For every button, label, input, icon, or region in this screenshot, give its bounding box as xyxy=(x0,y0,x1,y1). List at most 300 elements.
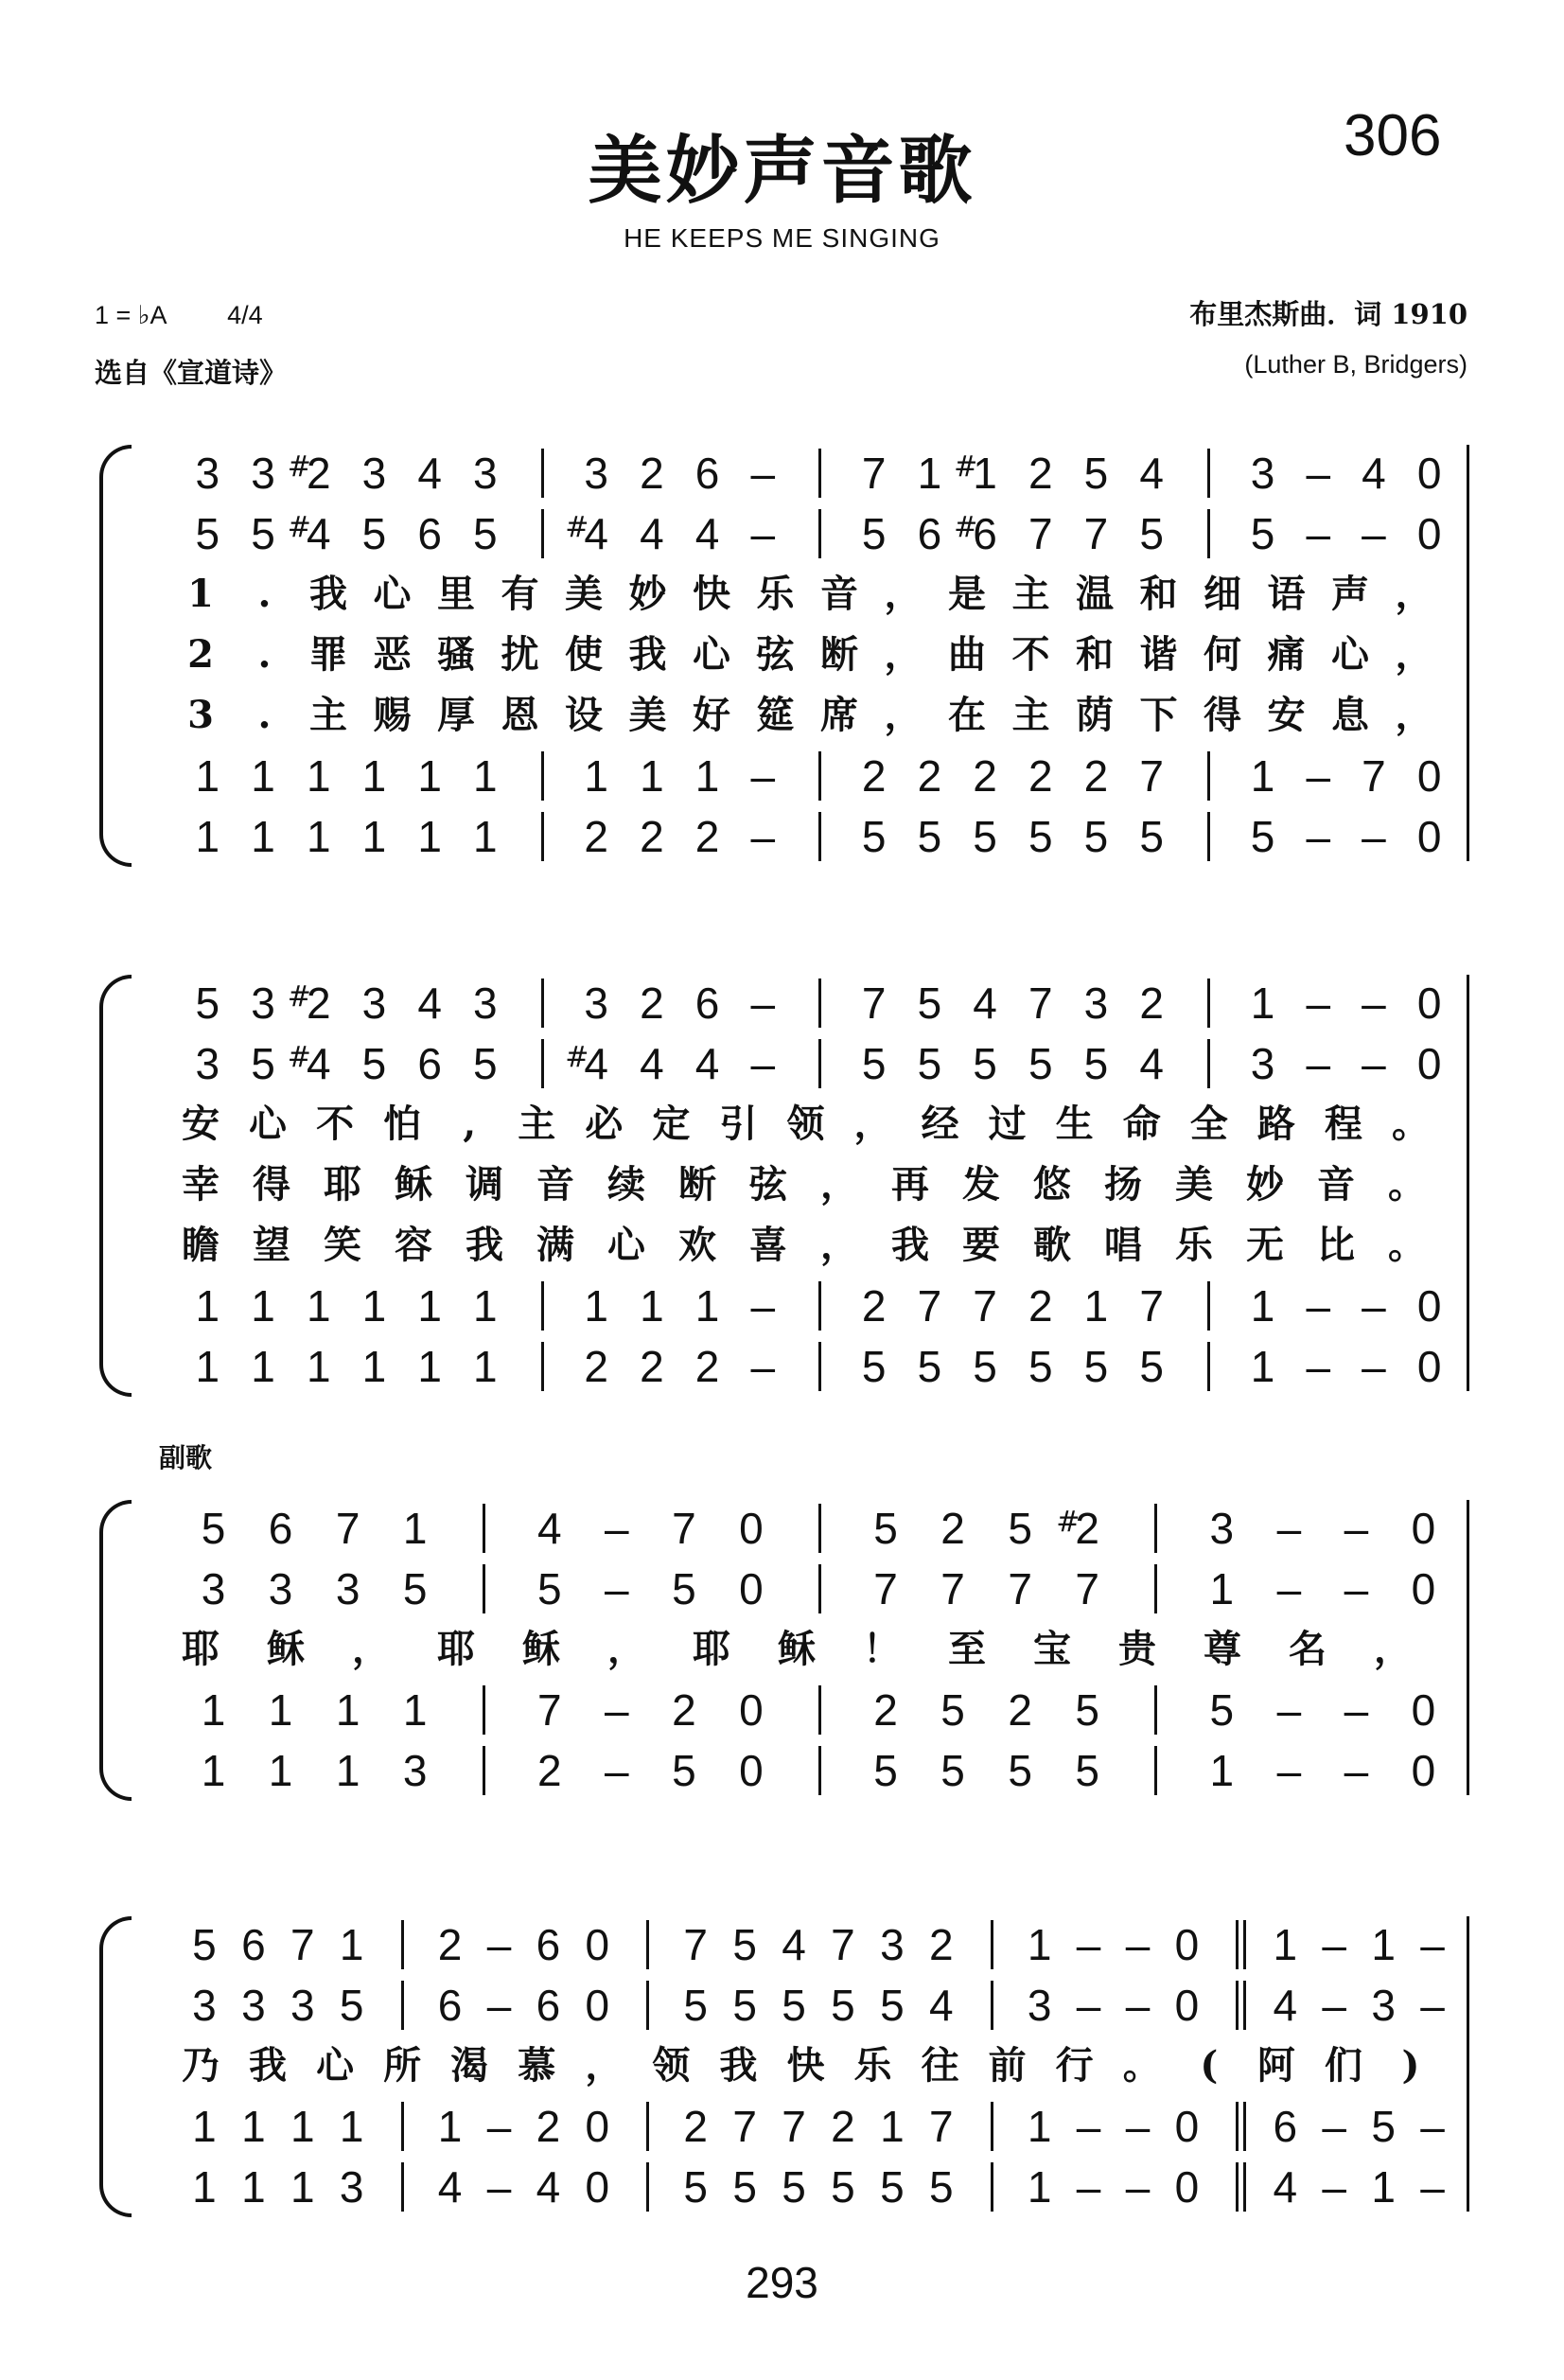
note-token xyxy=(630,505,674,562)
note-token xyxy=(1130,808,1173,865)
note-token xyxy=(1352,445,1396,502)
note: 5 xyxy=(1028,812,1053,861)
note: 4 xyxy=(782,1920,806,1969)
note: 2 xyxy=(683,2102,708,2151)
barline xyxy=(1207,449,1210,498)
final-barline xyxy=(1467,975,1469,1391)
note-token xyxy=(1296,748,1340,804)
lyric-char: 唱 xyxy=(1104,1223,1142,1267)
note-token xyxy=(852,445,896,502)
note: 4 xyxy=(694,1039,720,1088)
note-token xyxy=(864,1500,907,1557)
lyric-char: 乐 xyxy=(853,2043,892,2088)
note: 6 xyxy=(437,1981,463,2030)
note: 4 xyxy=(417,449,442,498)
note-token xyxy=(870,1916,914,1973)
note-token xyxy=(1165,2098,1208,2155)
note-token xyxy=(852,748,896,804)
note: 4 xyxy=(1273,1981,1298,2030)
barline xyxy=(1236,1920,1239,1969)
sharp-sign: # xyxy=(954,450,978,484)
note: 6 xyxy=(417,1039,442,1088)
note-token xyxy=(575,2159,619,2215)
note-token xyxy=(1267,1742,1310,1799)
lyric-char: 不 xyxy=(316,1102,355,1146)
note-token xyxy=(630,748,674,804)
note: 3 xyxy=(1250,1039,1275,1088)
lyric-char: ， xyxy=(820,1223,858,1267)
note: 3 xyxy=(1209,1504,1235,1553)
note: 0 xyxy=(1411,1564,1436,1613)
lyric-char: 再 xyxy=(891,1162,929,1207)
note-token xyxy=(478,1977,521,2034)
lyric-char: 渴 xyxy=(450,2043,489,2088)
note-token xyxy=(1019,1035,1063,1092)
note-token xyxy=(1074,1035,1117,1092)
note: 0 xyxy=(1174,2102,1200,2151)
lyric-char: 程 xyxy=(1324,1102,1362,1146)
note-line xyxy=(0,1560,1564,1619)
note: 6 xyxy=(268,1504,293,1553)
lyric-char: 心 xyxy=(1331,632,1369,677)
note: 1 xyxy=(195,1342,220,1391)
note: 4 xyxy=(306,509,331,558)
lyric-char: 。 xyxy=(1388,1223,1426,1267)
note-token xyxy=(232,2159,275,2215)
sustain-dash: – xyxy=(605,1746,629,1795)
lyric-char: 下 xyxy=(1139,693,1178,737)
note-token xyxy=(259,1500,303,1557)
lyric-char: 骚 xyxy=(437,632,475,677)
note: 1 xyxy=(251,1281,275,1331)
note: 4 xyxy=(1273,2162,1298,2212)
barline xyxy=(991,2162,993,2212)
note: 7 xyxy=(1028,509,1053,558)
note-token xyxy=(526,2098,570,2155)
note: 1 xyxy=(335,1685,360,1735)
note-token xyxy=(674,1977,717,2034)
note-token xyxy=(630,1338,674,1395)
note-token xyxy=(287,1035,341,1092)
note: 0 xyxy=(739,1504,764,1553)
note: 3 xyxy=(290,1981,315,2030)
note-token xyxy=(1263,2159,1307,2215)
lyric-char: 断 xyxy=(678,1162,716,1207)
note-token xyxy=(408,1278,451,1334)
note-token xyxy=(464,748,507,804)
note-token xyxy=(192,1560,236,1617)
note-token xyxy=(1019,445,1063,502)
note: 1 xyxy=(1250,1281,1275,1331)
note: 0 xyxy=(585,2102,610,2151)
note-token xyxy=(870,2159,914,2215)
note-token xyxy=(931,1682,975,1738)
lyric-char: 痛 xyxy=(1267,632,1306,677)
lyric-char: . xyxy=(257,632,272,677)
note-token xyxy=(630,445,674,502)
note: 1 xyxy=(361,812,387,861)
note-token xyxy=(241,1035,285,1092)
note-token xyxy=(741,975,784,1031)
note-token xyxy=(1267,1500,1310,1557)
sustain-dash: – xyxy=(1420,2162,1445,2212)
note-token xyxy=(963,975,1007,1031)
note: 0 xyxy=(1416,449,1442,498)
note-token xyxy=(241,748,285,804)
note-token xyxy=(464,1338,507,1395)
note-token xyxy=(686,1035,729,1092)
note-token xyxy=(1408,505,1451,562)
note-line xyxy=(0,445,1564,503)
lyric-char: 幸 xyxy=(182,1162,220,1207)
note-token xyxy=(1130,445,1173,502)
lyric-char: 稣 xyxy=(395,1162,432,1207)
note: 1 xyxy=(1209,1746,1235,1795)
barline xyxy=(818,1564,821,1613)
note: 0 xyxy=(1416,751,1442,801)
note: 7 xyxy=(672,1504,696,1553)
lyric-char: 必 xyxy=(585,1102,624,1146)
note: 4 xyxy=(694,509,720,558)
note-token xyxy=(1116,1977,1160,2034)
lyric-char: 是 xyxy=(948,572,986,616)
note: 3 xyxy=(361,978,387,1028)
lyric-line xyxy=(0,1156,1564,1215)
lyric-char: 息 xyxy=(1331,693,1369,737)
note-token xyxy=(326,1560,370,1617)
note-token xyxy=(1334,1742,1378,1799)
lyric-char: 。 xyxy=(1388,1162,1426,1207)
sustain-dash: – xyxy=(750,1039,776,1088)
note-token xyxy=(1362,1977,1405,2034)
note-token xyxy=(1401,1682,1445,1738)
note: 3 xyxy=(251,449,275,498)
note-token xyxy=(870,2098,914,2155)
note-token xyxy=(528,1682,571,1738)
lyric-char: 心 xyxy=(249,1102,288,1146)
barline xyxy=(818,1746,821,1795)
note-token xyxy=(686,975,729,1031)
sharp-sign: # xyxy=(287,980,311,1014)
barline xyxy=(541,449,544,498)
note: 5 xyxy=(940,1746,965,1795)
lyric-char: 领 xyxy=(652,2043,691,2088)
barline xyxy=(401,2162,404,2212)
note-token xyxy=(963,748,1007,804)
lyric-char: 续 xyxy=(607,1162,645,1207)
note-token xyxy=(821,1977,865,2034)
note: 5 xyxy=(1083,812,1109,861)
note-token xyxy=(232,1916,275,1973)
note-line xyxy=(0,808,1564,867)
sustain-dash: – xyxy=(750,509,776,558)
note-token xyxy=(1200,1560,1243,1617)
note-token xyxy=(281,1977,325,2034)
lyric-char: 行 xyxy=(1055,2043,1094,2088)
note: 1 xyxy=(473,1342,498,1391)
lyric-char: 心 xyxy=(316,2043,355,2088)
lyric-char: 声 xyxy=(1331,572,1369,616)
note-token xyxy=(1267,1560,1310,1617)
sustain-dash: – xyxy=(486,1981,512,2030)
note-token xyxy=(907,1338,951,1395)
note-token xyxy=(1401,1560,1445,1617)
note: 5 xyxy=(861,509,887,558)
lyric-char: 心 xyxy=(373,572,412,616)
note: 1 xyxy=(306,1281,331,1331)
note: 1 xyxy=(417,812,442,861)
lyric-char: 设 xyxy=(565,693,603,737)
note: 1 xyxy=(195,812,220,861)
note-token xyxy=(1067,2098,1111,2155)
note-token xyxy=(741,748,784,804)
lyric-line xyxy=(0,1217,1564,1276)
lyric-char: 有 xyxy=(501,572,539,616)
note-token xyxy=(1296,1338,1340,1395)
lyric-char: ) xyxy=(1401,2043,1420,2088)
note-token xyxy=(630,1278,674,1334)
note-token xyxy=(630,975,674,1031)
note-token xyxy=(526,1977,570,2034)
note-token xyxy=(723,1977,766,2034)
note-token xyxy=(574,445,618,502)
note-token xyxy=(1411,1977,1454,2034)
note: 1 xyxy=(473,812,498,861)
note-token xyxy=(429,2159,472,2215)
note: 3 xyxy=(1027,1981,1052,2030)
note: 5 xyxy=(1075,1685,1099,1735)
note: 1 xyxy=(251,812,275,861)
lyric-char: ， xyxy=(352,1627,390,1671)
note-token xyxy=(394,1742,437,1799)
note: 2 xyxy=(973,751,997,801)
sustain-dash: – xyxy=(750,751,776,801)
note: 7 xyxy=(290,1920,315,1969)
sharp-sign: # xyxy=(954,511,978,544)
lyric-char: 引 xyxy=(719,1102,758,1146)
lyric-char: 筵 xyxy=(756,693,795,737)
lyric-char: 主 xyxy=(1011,572,1050,616)
note: 5 xyxy=(1083,449,1109,498)
lyric-char: 往 xyxy=(921,2043,959,2088)
note-token xyxy=(1019,808,1063,865)
note-token xyxy=(330,2098,374,2155)
barline xyxy=(483,1746,485,1795)
note-line xyxy=(0,1338,1564,1397)
note-token xyxy=(1074,1278,1117,1334)
note: 5 xyxy=(1139,812,1164,861)
lyric-char: ， xyxy=(853,1102,892,1146)
note-token xyxy=(595,1500,639,1557)
note-token xyxy=(326,1500,370,1557)
note-token xyxy=(259,1560,303,1617)
lyric-char: 贵 xyxy=(1118,1627,1156,1671)
note-token xyxy=(1408,748,1451,804)
note-token xyxy=(1352,808,1396,865)
note-token xyxy=(963,1338,1007,1395)
note-token xyxy=(259,1742,303,1799)
note-token xyxy=(686,1278,729,1334)
note: 5 xyxy=(192,1920,217,1969)
sustain-dash: – xyxy=(1125,1920,1151,1969)
sustain-dash: – xyxy=(1344,1685,1369,1735)
note-token xyxy=(330,1916,374,1973)
note: 1 xyxy=(402,1685,428,1735)
lyric-char: 瞻 xyxy=(182,1223,220,1267)
barline xyxy=(818,1685,821,1735)
note: 3 xyxy=(473,449,498,498)
sustain-dash: – xyxy=(1076,1981,1101,2030)
note: 1 xyxy=(290,2162,315,2212)
barline xyxy=(1207,812,1210,861)
barline xyxy=(541,1342,544,1391)
note: 7 xyxy=(732,2102,757,2151)
note-token xyxy=(1263,1916,1307,1973)
note: 7 xyxy=(973,1281,997,1331)
note: 5 xyxy=(402,1564,428,1613)
note-token xyxy=(1312,1916,1356,1973)
note-token xyxy=(330,2159,374,2215)
sustain-dash: – xyxy=(1125,1981,1151,2030)
note-token xyxy=(1411,2098,1454,2155)
note: 3 xyxy=(195,449,220,498)
note-token xyxy=(287,445,341,502)
lyric-char: 比 xyxy=(1317,1223,1355,1267)
note: 5 xyxy=(782,1981,806,2030)
lyric-char: ， xyxy=(1395,572,1433,616)
note: 5 xyxy=(672,1746,696,1795)
note-token xyxy=(429,1916,472,1973)
sustain-dash: – xyxy=(1076,1920,1101,1969)
note-token xyxy=(772,1977,816,2034)
lyric-line xyxy=(0,2037,1564,2096)
note-token xyxy=(1362,1916,1405,1973)
note: 7 xyxy=(1075,1564,1099,1613)
note: 5 xyxy=(1083,1342,1109,1391)
note: 5 xyxy=(251,1039,275,1088)
note-token xyxy=(185,505,229,562)
note: 5 xyxy=(1250,812,1275,861)
note-token xyxy=(297,1338,341,1395)
barline xyxy=(541,509,544,558)
note-token xyxy=(528,1500,571,1557)
lyric-char: , xyxy=(463,1102,477,1146)
time-signature: 4/4 xyxy=(227,301,263,329)
note: 2 xyxy=(861,751,887,801)
note-token xyxy=(907,975,951,1031)
note: 5 xyxy=(361,1039,387,1088)
note-token xyxy=(1019,1278,1063,1334)
note: 4 xyxy=(1362,449,1386,498)
note: 3 xyxy=(268,1564,293,1613)
lyric-char: ， xyxy=(1395,632,1433,677)
note-token xyxy=(595,1742,639,1799)
barline xyxy=(1207,751,1210,801)
sustain-dash: – xyxy=(486,2102,512,2151)
note: 5 xyxy=(973,812,997,861)
note-token xyxy=(1018,2098,1062,2155)
note: 6 xyxy=(973,509,997,558)
barline xyxy=(646,2102,649,2151)
lyric-line xyxy=(0,1621,1564,1680)
note-token xyxy=(352,975,395,1031)
note-token xyxy=(821,2098,865,2155)
note: 2 xyxy=(929,1920,954,1969)
lyric-char: ， xyxy=(585,2043,624,2088)
sustain-dash: – xyxy=(1420,2102,1445,2151)
note-token xyxy=(408,1035,451,1092)
note: 3 xyxy=(473,978,498,1028)
note-token xyxy=(259,1682,303,1738)
note: 5 xyxy=(1139,1342,1164,1391)
note-token xyxy=(1019,975,1063,1031)
note: 6 xyxy=(241,1920,266,1969)
note: 1 xyxy=(251,1342,275,1391)
lyric-char: 耶 xyxy=(693,1627,730,1671)
note: 4 xyxy=(1139,449,1164,498)
sustain-dash: – xyxy=(605,1685,629,1735)
note: 1 xyxy=(268,1746,293,1795)
note: 1 xyxy=(339,2102,364,2151)
note: 0 xyxy=(1174,1981,1200,2030)
lyric-char: 席 xyxy=(820,693,858,737)
sustain-dash: – xyxy=(750,1281,776,1331)
note: 7 xyxy=(940,1564,965,1613)
note-token xyxy=(1411,1916,1454,1973)
sustain-dash: – xyxy=(1362,1281,1386,1331)
note-token xyxy=(1074,505,1117,562)
note: 4 xyxy=(437,2162,463,2212)
sustain-dash: – xyxy=(1306,978,1331,1028)
note-token xyxy=(1056,1500,1109,1557)
note-token xyxy=(408,975,451,1031)
note: 1 xyxy=(361,1281,387,1331)
note-line xyxy=(0,1916,1564,1975)
sustain-dash: – xyxy=(1076,2102,1101,2151)
lyric-char: 在 xyxy=(948,693,986,737)
sharp-sign: # xyxy=(1056,1506,1081,1539)
note-token xyxy=(1130,748,1173,804)
note-token xyxy=(1296,1278,1340,1334)
note: 5 xyxy=(831,1981,855,2030)
lyric-char: 美 xyxy=(565,572,603,616)
sustain-dash: – xyxy=(1420,1920,1445,1969)
note-token xyxy=(1019,505,1063,562)
sharp-sign: # xyxy=(287,511,311,544)
note: 5 xyxy=(861,1342,887,1391)
note: 5 xyxy=(1008,1746,1032,1795)
note-token xyxy=(326,1682,370,1738)
note-token xyxy=(662,1682,706,1738)
note-token xyxy=(565,505,618,562)
note-token xyxy=(1408,1278,1451,1334)
note-token xyxy=(464,808,507,865)
note: 5 xyxy=(861,1039,887,1088)
note: 1 xyxy=(1209,1564,1235,1613)
note-token xyxy=(330,1977,374,2034)
note-token xyxy=(1408,1035,1451,1092)
note-token xyxy=(1018,2159,1062,2215)
final-barline xyxy=(1467,445,1469,861)
lyric-char: 妙 xyxy=(628,572,667,616)
lyric-char: 何 xyxy=(1204,632,1241,677)
note: 2 xyxy=(861,1281,887,1331)
sustain-dash: – xyxy=(605,1504,629,1553)
note-token xyxy=(907,1278,951,1334)
lyric-char: 尊 xyxy=(1204,1627,1241,1671)
final-barline xyxy=(1467,1500,1469,1795)
note: 7 xyxy=(536,1685,562,1735)
